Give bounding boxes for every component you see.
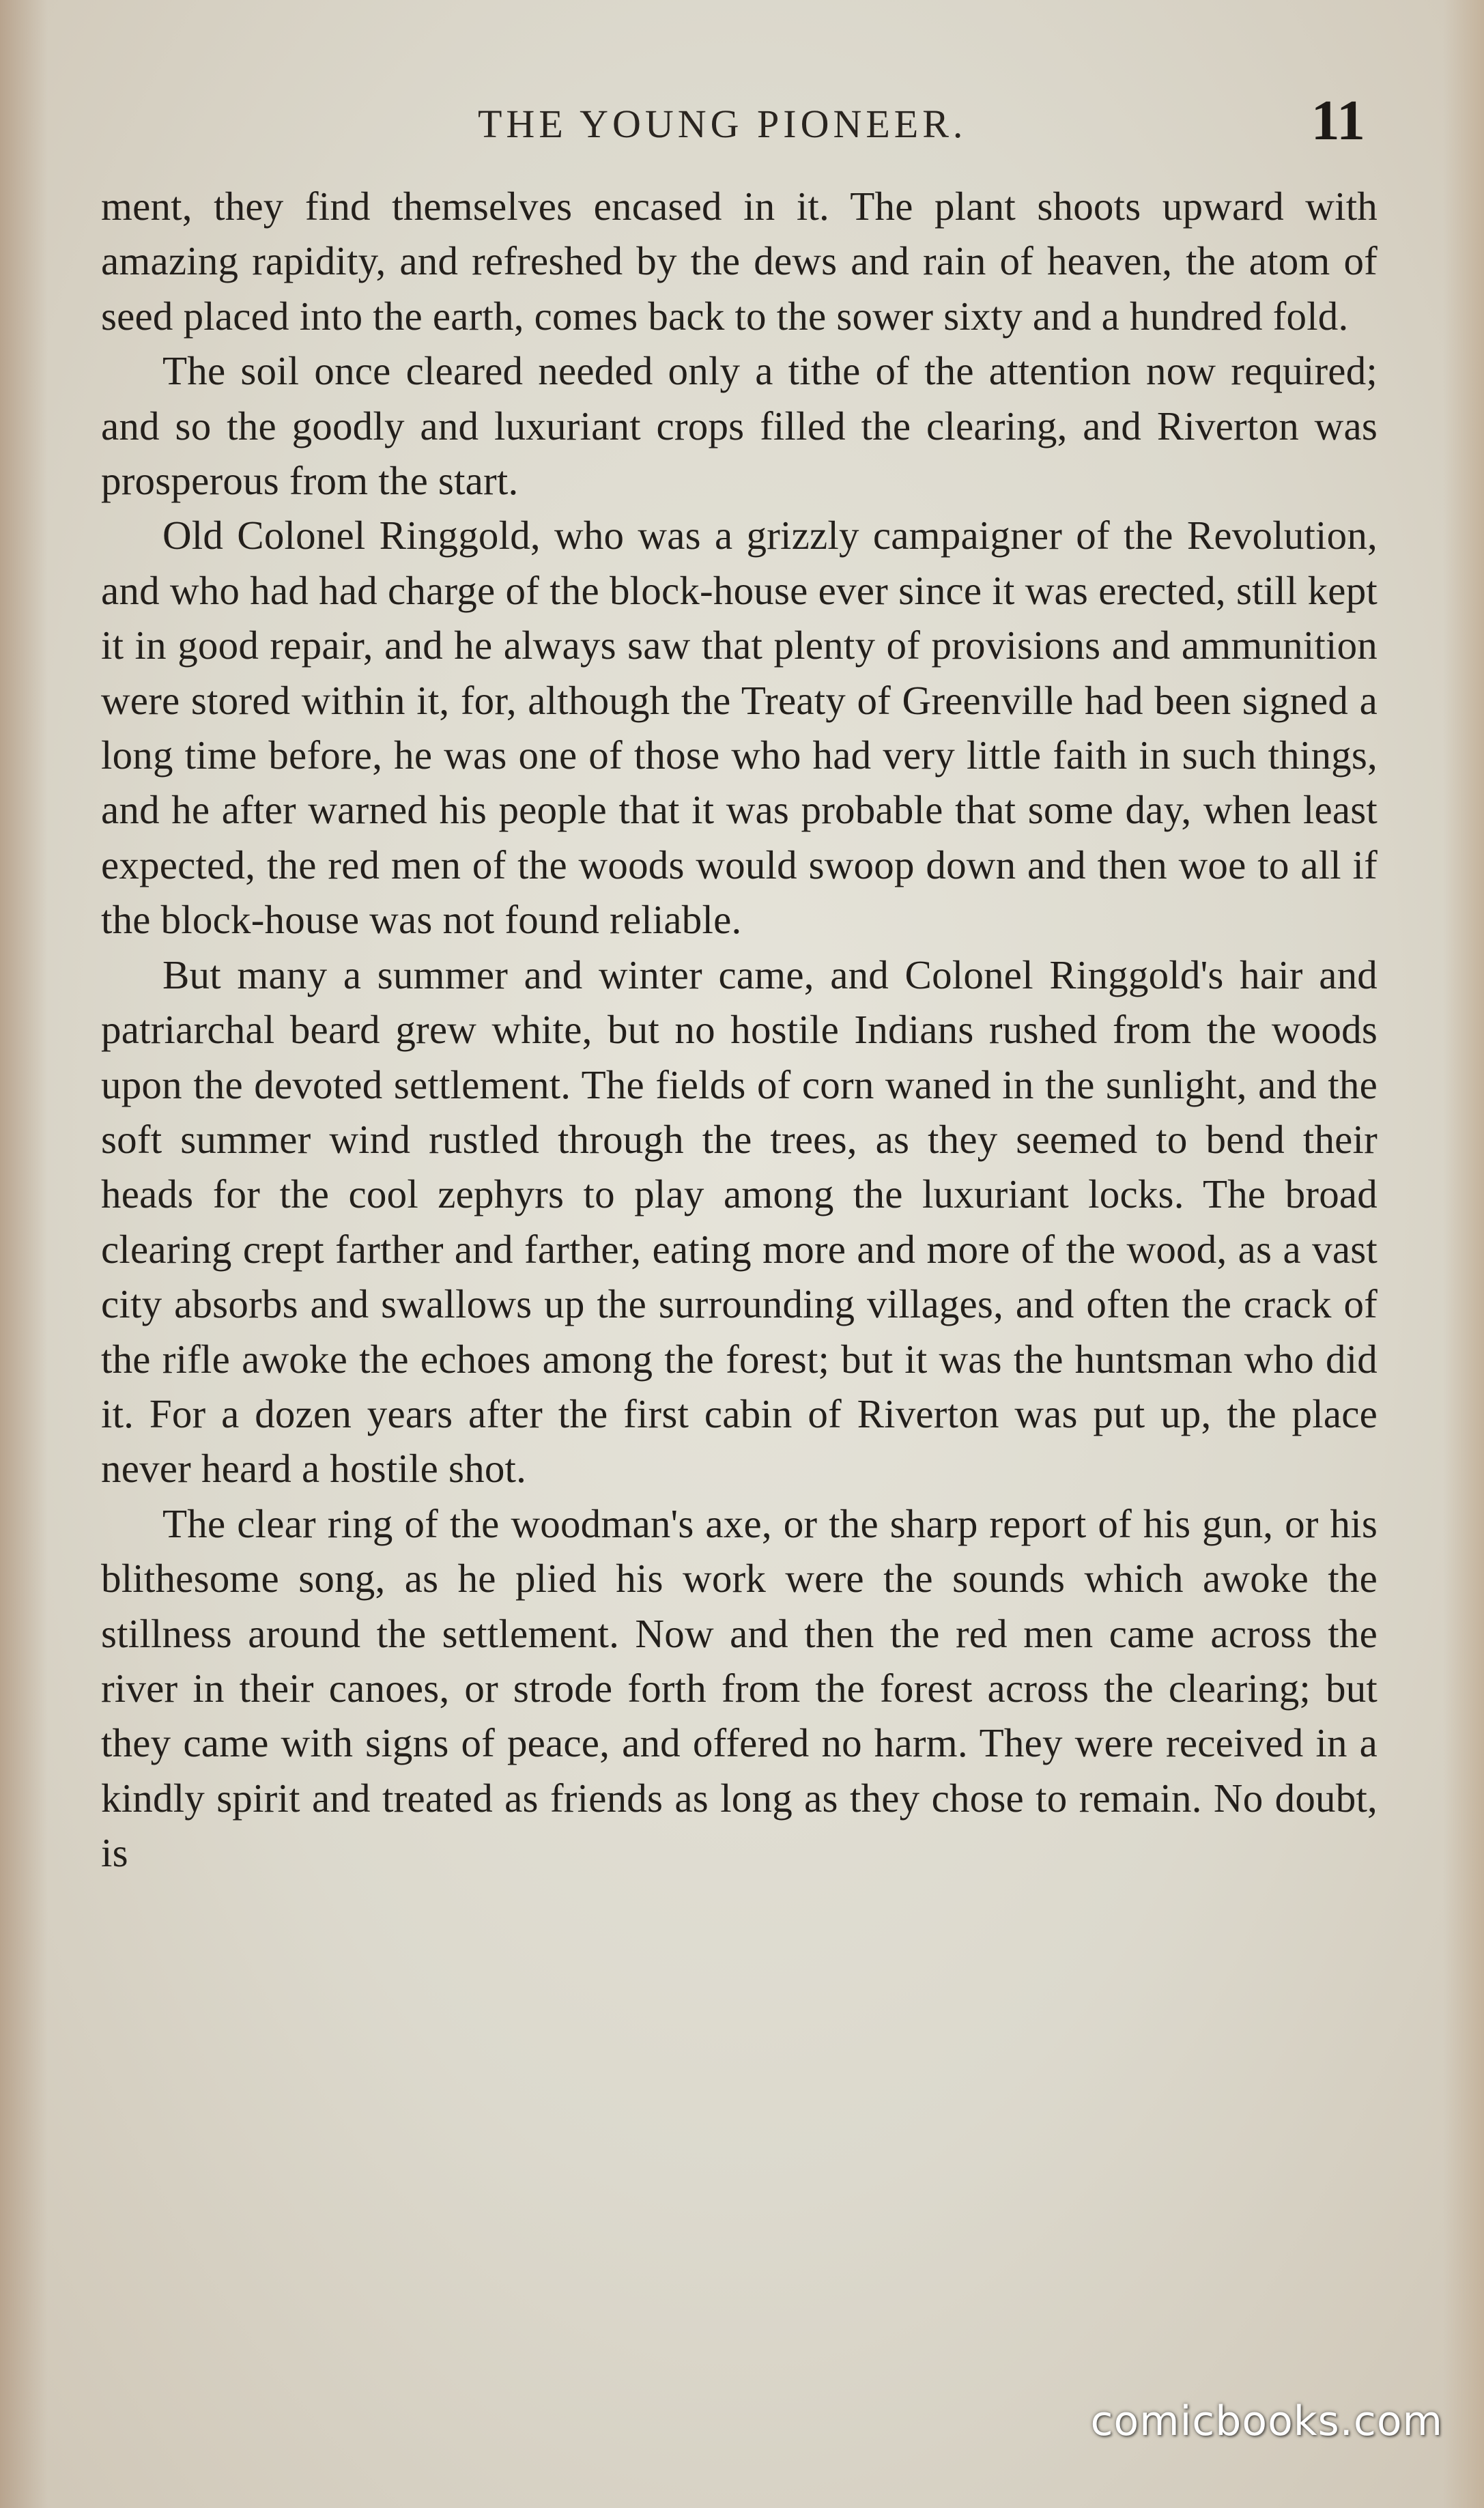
- body-text: [101, 179, 1378, 1881]
- paragraph-5: The clear ring of the woodman's axe, or the sharp report of his gun, or his blithesome song, as he plied his work were the sounds which awoke the stillness around the settlement. Now and then the red men came across the river in their canoes, or strode forth from the forest across the clearing; but they came with signs of peace, and offered no harm. They were received in a kindly spirit and treated as friends as long as they chose to remain. No doubt, is: [101, 1500, 1378, 1876]
- running-head: THE YOUNG PIONEER.: [478, 102, 967, 146]
- paragraph-2: The soil once cleared needed only a tithe of the attention now required; and so the goodly and luxuriant crops filled the clearing, and Riverton was prosperous from the start.: [101, 348, 1378, 504]
- paragraph-1: ment, they find themselves encased in it. The plant shoots upward with amazing rapidity, and refreshed by the dews and rain of heaven, the atom of seed placed into the earth, comes back to the sower sixty and a hundred fold.: [101, 184, 1378, 339]
- page-header: [102, 87, 1379, 162]
- page-number: 11: [1311, 89, 1365, 152]
- paragraph-3: Old Colonel Ringgold, who was a grizzly campaigner of the Revolution, and who had had charge of the block-house ever since it was erected, still kept it in good repair, and he always saw that plenty of provisions and ammunition were stored within it, for, although the Treaty of Greenville had been signed a long time before, he was one of those who had very little faith in such things, and he after warned his people that it was probable that some day, when least expected, the red men of the woods would swoop down and then woe to all if the block-house was not found reliable.: [101, 513, 1378, 943]
- page-edge-shadow-left: [0, 0, 48, 2508]
- page-edge-shadow-right: [1443, 0, 1484, 2508]
- paragraph-4: But many a summer and winter came, and Colonel Ringgold's hair and patriarchal beard grew white, but no hostile Indians rushed from the woods upon the devoted settlement. The fields of corn waned in the sunlight, and the soft summer wind rustled through the trees, as they seemed to bend their heads for the cool zephyrs to play among the luxuriant locks. The broad clearing crept farther and farther, eating more and more of the wood, as a vast city absorbs and swallows up the surrounding villages, and often the crack of the rifle awoke the echoes among the forest; but it was the huntsman who did it. For a dozen years after the first cabin of Riverton was put up, the place never heard a hostile shot.: [101, 952, 1378, 1492]
- watermark: comicbooks.com: [1090, 2397, 1443, 2445]
